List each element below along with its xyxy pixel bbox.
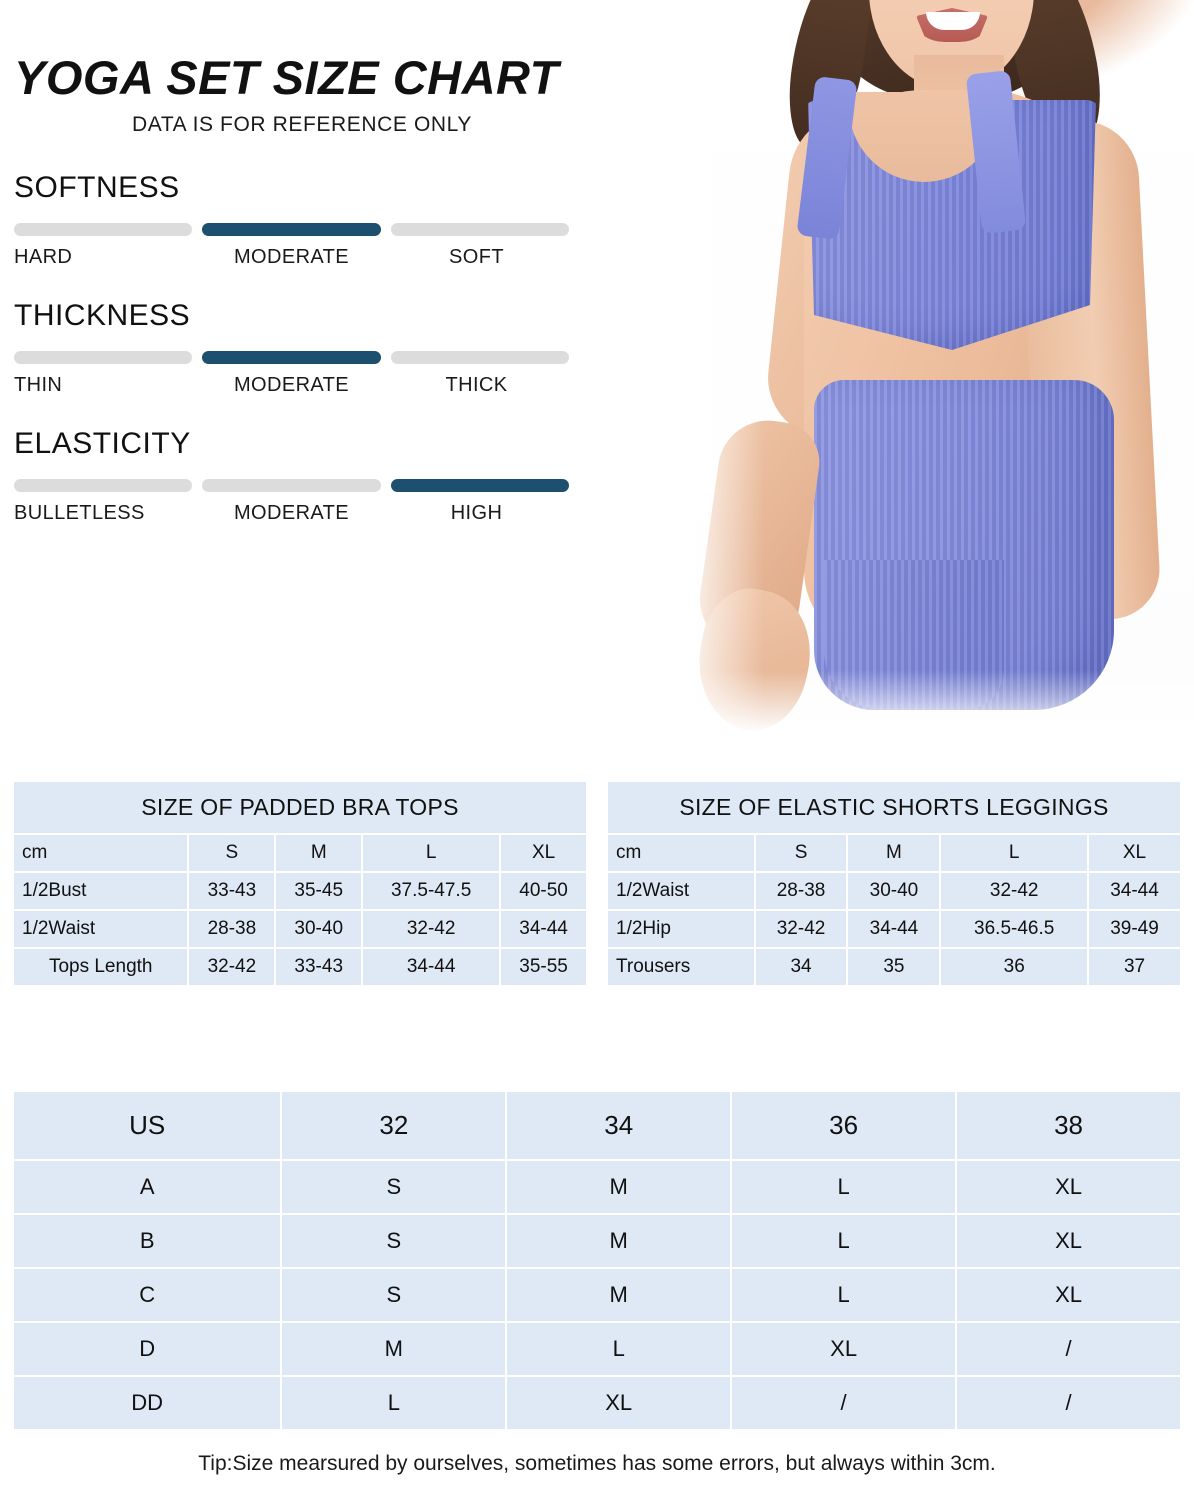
meter-softness-bars [14,223,569,236]
page-subtitle: DATA IS FOR REFERENCE ONLY [132,113,472,136]
table-tops-col-s: S [189,835,274,871]
meter-thickness-title: THICKNESS [14,299,191,332]
table-row [608,835,1180,871]
cup-a-34: M [507,1161,730,1213]
table-bottoms-col-m: M [848,835,939,871]
table-bottoms-row2-label: Trousers [608,949,754,985]
cup-d-38: / [957,1323,1180,1375]
table-tops-row0-label: 1/2Bust [14,873,187,909]
table-bottoms-col-s: S [756,835,847,871]
table-elastic-shorts-leggings [606,780,1182,987]
cup-header-34: 34 [507,1092,730,1159]
meter-elasticity-bar-2 [202,479,380,492]
cup-d-34: L [507,1323,730,1375]
cup-b-38: XL [957,1215,1180,1267]
meter-thickness-bars [14,351,569,364]
table-row [14,835,586,871]
table-tops-title: SIZE OF PADDED BRA TOPS [14,782,586,833]
table-row [14,873,586,909]
size-tip-text: Tip:Size mearsured by ourselves, sometimes has some errors, but always within 3cm. [198,1452,996,1475]
photo-left-fade [674,0,764,740]
table-row [608,782,1180,833]
cup-b-34: M [507,1215,730,1267]
table-bottoms-col-l: L [941,835,1087,871]
meter-softness-bar-2 [202,223,380,236]
table-bottoms-row2-xl: 37 [1089,949,1180,985]
table-bottoms-row0-xl: 34-44 [1089,873,1180,909]
cup-c-32: S [282,1269,505,1321]
table-row [608,949,1180,985]
table-tops-row1-label: 1/2Waist [14,911,187,947]
meter-softness-bar-3 [391,223,569,236]
table-bottoms-row1-l: 36.5-46.5 [941,911,1087,947]
meter-elasticity-labels [14,502,569,525]
meter-elasticity-title: ELASTICITY [14,427,191,460]
table-tops-col-xl: XL [501,835,586,871]
table-tops-row1-l: 32-42 [363,911,499,947]
table-bottoms-row0-label: 1/2Waist [608,873,754,909]
table-row [608,873,1180,909]
meter-thickness [14,299,654,397]
table-row [14,1377,1180,1429]
page-title: YOGA SET SIZE CHART [14,51,559,104]
cup-header-32: 32 [282,1092,505,1159]
table-tops-row0-m: 35-45 [276,873,361,909]
meter-softness-label-3: SOFT [449,246,504,268]
product-photo [674,0,1194,740]
cup-b-label: B [14,1215,280,1267]
cup-d-label: D [14,1323,280,1375]
meter-softness-title: SOFTNESS [14,171,180,204]
cup-a-32: S [282,1161,505,1213]
table-bottoms-row0-s: 28-38 [756,873,847,909]
meter-thickness-labels [14,374,569,397]
table-row [14,1215,1180,1267]
cup-d-36: XL [732,1323,955,1375]
cup-header-38: 38 [957,1092,1180,1159]
table-bottoms-row1-m: 34-44 [848,911,939,947]
meter-softness [14,171,654,269]
meter-elasticity-label-3: HIGH [450,502,503,524]
table-bottoms-row2-s: 34 [756,949,847,985]
cup-a-label: A [14,1161,280,1213]
cup-dd-34: XL [507,1377,730,1429]
table-row [14,1092,1180,1159]
meter-thickness-label-3: THICK [445,374,508,396]
table-bottoms-row2-l: 36 [941,949,1087,985]
meter-elasticity-bar-3 [391,479,569,492]
table-tops-row0-s: 33-43 [189,873,274,909]
table-tops-col-unit: cm [14,835,187,871]
cup-dd-32: L [282,1377,505,1429]
meter-softness-label-2: MODERATE [233,246,350,268]
cup-c-34: M [507,1269,730,1321]
cup-c-label: C [14,1269,280,1321]
table-tops-row0-l: 37.5-47.5 [363,873,499,909]
table-bottoms-row2-m: 35 [848,949,939,985]
table-row [14,1161,1180,1213]
table-row [14,1323,1180,1375]
cup-d-32: M [282,1323,505,1375]
table-tops-row2-l: 34-44 [363,949,499,985]
meter-elasticity [14,427,654,525]
table-row [14,1269,1180,1321]
cup-a-36: L [732,1161,955,1213]
table-tops-row2-m: 33-43 [276,949,361,985]
table-tops-row0-xl: 40-50 [501,873,586,909]
table-tops-row1-xl: 34-44 [501,911,586,947]
meter-elasticity-label-1: BULLETLESS [14,502,145,524]
info-panel [14,50,654,555]
table-bottoms-row1-xl: 39-49 [1089,911,1180,947]
table-bottoms-title: SIZE OF ELASTIC SHORTS LEGGINGS [608,782,1180,833]
cup-header-36: 36 [732,1092,955,1159]
meter-softness-label-1: HARD [14,246,73,268]
cup-b-32: S [282,1215,505,1267]
table-tops-row2-xl: 35-55 [501,949,586,985]
table-bottoms-col-xl: XL [1089,835,1180,871]
photo-background [674,0,1194,740]
table-row [608,911,1180,947]
table-tops-col-m: M [276,835,361,871]
cup-header-us: US [14,1092,280,1159]
cup-a-38: XL [957,1161,1180,1213]
meter-elasticity-label-2: MODERATE [233,502,350,524]
table-us-cup-conversion [12,1090,1182,1431]
cup-dd-36: / [732,1377,955,1429]
photo-bottom-fade [674,670,1194,740]
table-bottoms-col-unit: cm [608,835,754,871]
meter-elasticity-bar-1 [14,479,192,492]
meter-softness-bar-1 [14,223,192,236]
table-us-cup [12,1090,1182,1431]
table-row [14,911,586,947]
table-tops-col-l: L [363,835,499,871]
table-bottoms-row0-m: 30-40 [848,873,939,909]
table-tops-row2-s: 32-42 [189,949,274,985]
table-padded-bra-tops [12,780,588,987]
table-tops-row1-m: 30-40 [276,911,361,947]
meter-thickness-bar-3 [391,351,569,364]
meter-softness-labels [14,246,569,269]
table-tops-row2-label: Tops Length [14,949,187,985]
cup-c-36: L [732,1269,955,1321]
table-tops-row1-s: 28-38 [189,911,274,947]
cup-dd-label: DD [14,1377,280,1429]
table-row [14,782,586,833]
meter-thickness-bar-1 [14,351,192,364]
meter-elasticity-bars [14,479,569,492]
cup-dd-38: / [957,1377,1180,1429]
meter-thickness-label-2: MODERATE [233,374,350,396]
table-bottoms-row1-s: 32-42 [756,911,847,947]
meter-thickness-label-1: THIN [14,374,63,396]
table-row [14,949,586,985]
table-bottoms-row1-label: 1/2Hip [608,911,754,947]
size-tables [12,780,1182,987]
cup-c-38: XL [957,1269,1180,1321]
table-bottoms-row0-l: 32-42 [941,873,1087,909]
meter-thickness-bar-2 [202,351,380,364]
cup-b-36: L [732,1215,955,1267]
